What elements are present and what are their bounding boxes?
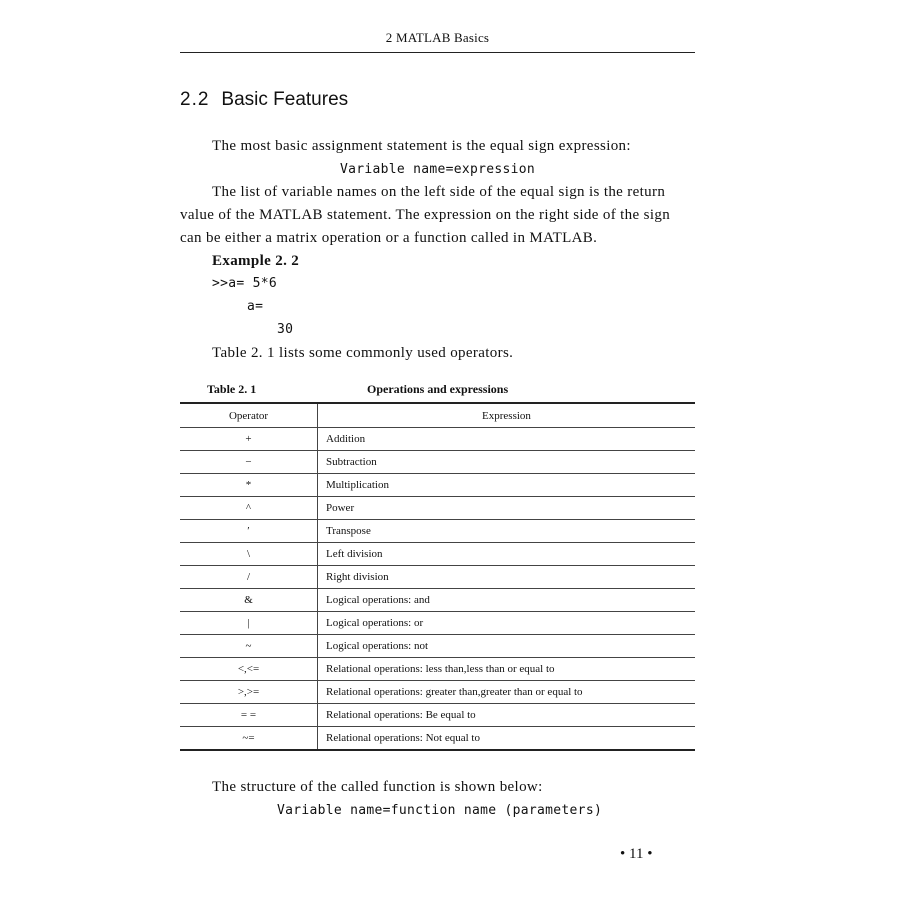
expression-cell: Transpose (318, 520, 696, 543)
page-number: • 11 • (620, 846, 653, 862)
table-row (180, 566, 695, 589)
expression-cell: Multiplication (318, 474, 696, 497)
code-example-line-2: a= (247, 299, 264, 314)
paragraph-body-line-3: can be either a matrix operation or a function called in MATLAB. (180, 230, 598, 246)
code-example-line-3: 30 (277, 322, 294, 337)
operator-cell: & (180, 589, 318, 612)
table-row (180, 520, 695, 543)
operator-cell: ~= (180, 727, 318, 751)
expression-cell: Relational operations: Be equal to (318, 704, 696, 727)
expression-cell: Right division (318, 566, 696, 589)
expression-cell: Logical operations: not (318, 635, 696, 658)
expression-cell: Relational operations: greater than,greater than or equal to (318, 681, 696, 704)
expression-cell: Relational operations: Not equal to (318, 727, 696, 751)
table-row (180, 658, 695, 681)
expression-cell: Subtraction (318, 451, 696, 474)
expression-cell: Power (318, 497, 696, 520)
table-row (180, 681, 695, 704)
expression-cell: Addition (318, 428, 696, 451)
operator-cell: \ (180, 543, 318, 566)
expression-cell: Logical operations: or (318, 612, 696, 635)
operator-cell: ^ (180, 497, 318, 520)
section-heading (180, 89, 348, 111)
paragraph-intro: The most basic assignment statement is the equal sign expression: (212, 138, 631, 154)
operator-cell: = = (180, 704, 318, 727)
paragraph-body-line-2: value of the MATLAB statement. The expression on the right side of the sign (180, 207, 671, 223)
table-header-row (180, 403, 695, 428)
table-row (180, 543, 695, 566)
operator-cell: | (180, 612, 318, 635)
running-header: 2 MATLAB Basics (385, 30, 490, 45)
table-row (180, 474, 695, 497)
operator-cell: * (180, 474, 318, 497)
column-header-operator: Operator (180, 403, 318, 428)
table-caption-title: Operations and expressions (367, 382, 509, 396)
operators-table (180, 402, 695, 751)
operator-cell: >,>= (180, 681, 318, 704)
operator-cell: / (180, 566, 318, 589)
table-row (180, 451, 695, 474)
code-example-line-1: >>a= 5*6 (212, 276, 278, 291)
table-row (180, 589, 695, 612)
table-row (180, 612, 695, 635)
table-row (180, 704, 695, 727)
expression-cell: Logical operations: and (318, 589, 696, 612)
header-rule (180, 52, 695, 53)
paragraph-body-line-1: The list of variable names on the left side of the equal sign is the return (212, 184, 666, 200)
operator-cell: ′ (180, 520, 318, 543)
table-row (180, 497, 695, 520)
example-label: Example 2. 2 (212, 253, 300, 269)
operator-cell: <,<= (180, 658, 318, 681)
table-row (180, 727, 695, 751)
code-function-structure: Variable name=function name (parameters) (277, 803, 603, 818)
table-row (180, 635, 695, 658)
expression-cell: Relational operations: less than,less than or equal to (318, 658, 696, 681)
paragraph-function-intro: The structure of the called function is shown below: (212, 779, 543, 795)
section-title: Basic Features (221, 89, 349, 110)
operator-cell: + (180, 428, 318, 451)
paragraph-table-intro: Table 2. 1 lists some commonly used operators. (212, 345, 514, 361)
table-caption-label: Table 2. 1 (207, 382, 257, 396)
expression-cell: Left division (318, 543, 696, 566)
operator-cell: − (180, 451, 318, 474)
table-row (180, 428, 695, 451)
column-header-expression: Expression (318, 403, 696, 428)
operator-cell: ~ (180, 635, 318, 658)
code-assignment: Variable name=expression (340, 162, 536, 177)
section-number: 2.2 (180, 89, 210, 110)
